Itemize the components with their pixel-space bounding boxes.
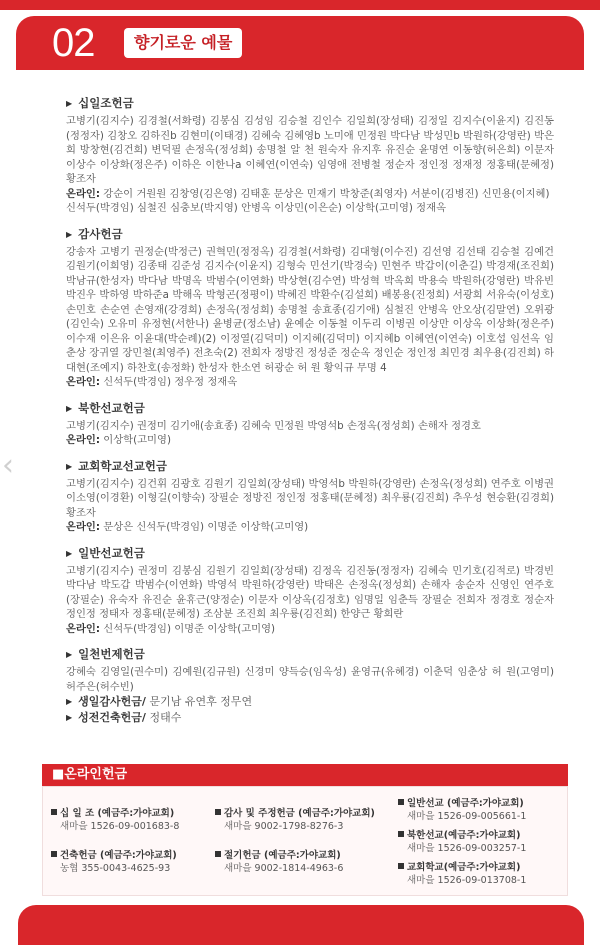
- online-label: 온라인:: [66, 187, 100, 200]
- online-label: 온라인:: [66, 376, 100, 388]
- account-list: [42, 786, 568, 896]
- donor-names: 고병기(김지수) 김건휘 김광호 김원기 김일희(장성태) 박영석b 박원하(강영란) 손정옥(정성희) 연주호 이병권 이소영(이경환) 이형길(이향숙) 장필순 정방진 정인정 정홍태(문혜정) 최우룡(김진희) 추우성 현승환(김경희) 황조자: [66, 477, 554, 519]
- birthday-thanks-title: 생일감사헌금/: [78, 695, 146, 708]
- account-type: 북한선교(예금주:가야교회): [398, 829, 526, 842]
- section-heading: [66, 401, 554, 417]
- triangle-right-icon: ▶: [66, 548, 73, 558]
- triangle-right-icon: ▶: [66, 461, 73, 471]
- account-number: 새마을 1526-09-003257-1: [407, 843, 527, 854]
- online-label: 온라인:: [66, 521, 100, 533]
- triangle-right-icon: ▶: [66, 229, 73, 239]
- section-title: 교회학교선교헌금: [78, 458, 168, 473]
- section-heading: [66, 96, 554, 112]
- online-donors: [66, 375, 554, 390]
- section-heading: [66, 459, 554, 475]
- top-accent-bar: [0, 0, 600, 10]
- next-page-header-bar: [18, 905, 584, 945]
- building-fund-names: 정태수: [149, 711, 182, 724]
- account-general-mission: [398, 797, 526, 823]
- online-donors: [66, 433, 554, 448]
- account-type: 건축헌금 (예금주:가야교회): [51, 849, 177, 862]
- account-number: 새마을 1526-09-005661-1: [407, 811, 527, 822]
- donor-names: 고병기(김지수) 권정미 김기애(송효종) 김혜숙 민정원 박영석b 손정옥(정성희) 손해자 정경호: [66, 419, 481, 432]
- section-thousand-offering: [66, 647, 554, 726]
- account-number: 새마을 1526-09-013708-1: [407, 875, 527, 886]
- account-number: 농협 355-0043-4625-93: [60, 863, 171, 874]
- online-offering-panel: [42, 764, 568, 896]
- building-fund-line: [66, 710, 554, 726]
- section-title: 십일조헌금: [78, 96, 134, 110]
- online-label: 온라인:: [66, 434, 100, 446]
- online-names: 신석두(박경임) 이명준 이상학(고미영): [103, 622, 276, 635]
- online-offering-title-text: 온라인헌금: [64, 767, 128, 782]
- account-type: 십 일 조 (예금주:가야교회): [51, 807, 179, 820]
- birthday-thanks-line: [66, 694, 554, 710]
- online-donors: [66, 622, 554, 637]
- online-names: 문상은 신석두(박경임) 이명준 이상학(고미영): [103, 521, 309, 533]
- triangle-right-icon: ▶: [66, 650, 73, 659]
- section-title: 일천번제헌금: [78, 647, 145, 661]
- online-label: 온라인:: [66, 622, 100, 635]
- online-names: 강순이 거원원 김창영(김은영) 김태훈 문상은 민재기 박창준(최영자) 서분이(김병진) 신민용(이지혜) 신석두(박경임) 심철진 심충보(박지영) 안병옥 이상민(이은순) 이상학(고미영) 정재옥: [66, 187, 550, 214]
- section-heading: [66, 647, 554, 663]
- account-north-korea-mission: [398, 829, 526, 855]
- triangle-right-icon: ▶: [66, 403, 73, 413]
- section-general-mission: [66, 546, 554, 637]
- page-header: [16, 16, 584, 70]
- account-type: 일반선교 (예금주:가야교회): [398, 797, 526, 810]
- section-tithe: [66, 96, 554, 216]
- account-season: [215, 849, 343, 875]
- triangle-right-icon: ▶: [66, 99, 73, 108]
- donor-names: 고병기(김지수) 김경철(서화령) 김봉심 김성임 김승철 김인수 김일희(장성태) 김정일 김지수(이윤지) 김진동(정정자) 김창오 김하진b 김현미(이태경) 김혜숙 김혜영b 노미애 민정원 박다남 박성민b 박원하(강영란) 박은희 방창현(김건희) 변덕필 손정옥(정성희) 송명철 알 천 원숙자 유지후 유진순 윤명연 이동향(허은희) 이문자 이상수 이상화(정은주) 이하은 이한나a 이혜연(이연숙) 임영애 전병철 정순자 정인정 정재정 정홍태(문혜정) 황조자: [66, 115, 554, 185]
- birthday-thanks-names: 문기남 유연후 정무연: [149, 695, 253, 708]
- section-title: 감사헌금: [78, 226, 123, 241]
- section-heading: [66, 546, 554, 562]
- account-building: [51, 849, 177, 875]
- online-names: 이상학(고미영): [103, 434, 171, 446]
- page-title: 향기로운 예물: [124, 28, 242, 58]
- online-names: 신석두(박경임) 정우정 정재옥: [103, 376, 238, 388]
- section-church-school-mission: [66, 459, 554, 535]
- section-number: 02: [52, 21, 95, 65]
- donor-names: 강혜숙 김영일(권수미) 김예원(김규원) 신경미 양득승(임옥성) 윤영규(유혜경) 이춘덕 임춘상 허 원(고영미) 허주은(허수빈): [66, 666, 554, 693]
- online-donors: [66, 520, 554, 535]
- account-type: 감사 및 주정헌금 (예금주:가야교회): [215, 807, 375, 820]
- online-donors: [66, 187, 554, 216]
- account-type: 교회학교(예금주:가야교회): [398, 861, 526, 874]
- building-fund-title: 성전건축헌금/: [78, 711, 146, 724]
- section-thanks: [66, 227, 554, 390]
- donor-names: 고병기(김지수) 권정미 김봉심 김원기 김일희(장성태) 김정옥 김진동(정정자) 김혜숙 민기호(김적로) 박경빈 박다남 박도갑 박범수(이연화) 박영석 박원하(강영란) 박태은 손정옥(정성희) 손해자 송순자 신영인 연주호(장필순) 유숙자 유진순 윤휴근(양정순) 이문자 이상옥(김정호) 임명일 임춘득 장필순 전희자 정경호 정순자 정인정 정태자 정홍태(문혜정) 조삼분 조진희 최우룡(김진희) 한양근 황희란: [66, 564, 554, 620]
- section-title: 북한선교헌금: [78, 400, 145, 415]
- account-number: 새마을 9002-1798-8276-3: [224, 821, 344, 832]
- account-type: 절기헌금 (예금주:가야교회): [215, 849, 343, 862]
- online-offering-header: [42, 764, 568, 786]
- section-heading: [66, 227, 554, 243]
- triangle-right-icon: ▶: [66, 697, 73, 706]
- offering-list: [66, 96, 554, 726]
- account-number: 새마을 1526-09-001683-8: [60, 821, 180, 832]
- section-title: 일반선교헌금: [78, 545, 145, 560]
- triangle-right-icon: ▶: [66, 713, 73, 722]
- online-offering-title: ■온라인헌금: [52, 767, 128, 782]
- account-thanks: [215, 807, 375, 833]
- section-north-korea-mission: [66, 401, 554, 448]
- donor-names: 강송자 고병기 권정순(박정근) 권혁민(정정옥) 김경철(서화령) 김대형(이수진) 김선영 김선태 김승철 김예건 김원기(이희영) 김종태 김준성 김지수(이윤지) 김형숙 민선기(박경숙) 민현주 박갑이(이춘길) 박경재(조진희) 박남규(한성자) 박다남 박명옥 박범수(이연화) 박상현(김수연) 박성혁 박옥희 박용숙 박원하(강영란) 박유빈 박진우 박하영 박하준a 박해옥 박형곤(정평이) 박혜진 박환수(김설희) 배봉용(진정희) 서광희 서유숙(이성호) 손민호 손순연 손영재(강경희) 손정옥(정성희) 송명철 송효종(김기애) 심철진 안병옥 안오상(김말연) 오위광(김인숙) 오유미 유정현(서한나) 윤병균(정소남) 윤예순 이동철 이두리 이병권 이상만 이상옥 이상화(정은주) 이수재 이은유 이윤대(박순례)(2) 이정열(김덕미) 이지혜(김덕미) 이지혜b 이혜연(이연숙) 이호섭 임선옥 임춘상 장귀열 장민철(최영주) 전초숙(2) 전희자 정방진 정성준 정순옥 정인순 정인정 최민경 최우용(김진희) 하대현(조예지) 하찬호(송정화) 한성자 한소연 허광순 허 원 황익규 무명 4: [66, 245, 554, 374]
- chevron-left-icon[interactable]: ‹: [2, 448, 14, 483]
- account-tithe: [51, 807, 179, 833]
- account-church-school: [398, 861, 526, 887]
- account-number: 새마을 9002-1814-4963-6: [224, 863, 344, 874]
